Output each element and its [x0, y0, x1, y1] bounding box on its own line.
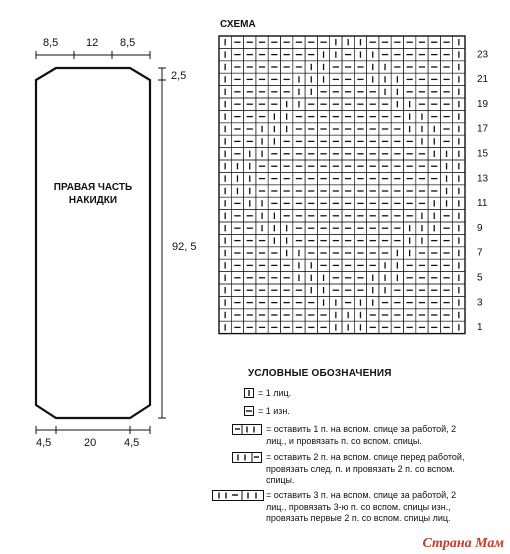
top-dimension-line: [36, 51, 150, 59]
chart-row-number: 1: [477, 322, 483, 334]
chart-row-numbers: [477, 49, 489, 333]
legend-cross-2-1-text: = оставить 2 п. на вспом. спице перед работой, провязать след. п. и провязать 2 п. со вспом. спицы.: [266, 452, 465, 485]
purl-symbol-icon: [244, 406, 254, 416]
chart-row-number: 19: [477, 98, 489, 110]
legend-title: УСЛОВНЫЕ ОБОЗНАЧЕНИЯ: [248, 368, 392, 379]
cross-2-1-front-symbol-icon: [232, 452, 262, 464]
chart-row-number: 7: [477, 247, 483, 259]
chart-row-number: 13: [477, 173, 489, 185]
chart-grid: [219, 36, 465, 334]
bottom-dim-left: 4,5: [36, 437, 52, 449]
chart-row-number: 3: [477, 297, 483, 309]
top-dim-right: 8,5: [120, 37, 136, 49]
legend-cross-1-2-text: = оставить 1 п. на вспом. спице за работой, 2 лиц., и провязать п. со вспом. спицы.: [266, 424, 457, 446]
chart-row-number: 9: [477, 222, 483, 234]
stitch-chart: [215, 0, 510, 350]
cross-3-2-symbol-icon: [212, 490, 264, 502]
bottom-dim-right: 4,5: [124, 437, 140, 449]
chart-row-number: 21: [477, 74, 489, 86]
legend-purl-text: = 1 изн.: [258, 406, 290, 416]
height-label: 92, 5: [172, 241, 197, 253]
knit-symbol-icon: [244, 388, 254, 398]
chart-row-number: 23: [477, 49, 489, 61]
chart-row-number: 5: [477, 272, 483, 284]
shoulder-drop-label: 2,5: [171, 70, 187, 82]
bottom-dim-middle: 20: [84, 437, 97, 449]
chart-row-number: 17: [477, 123, 489, 135]
legend-knit-text: = 1 лиц.: [258, 388, 292, 398]
right-dimension-line: [158, 68, 166, 418]
cross-1-2-back-symbol-icon: [232, 424, 262, 436]
legend-cross-3-2-text: = оставить 3 п. на вспом. спице за работой, 2 лиц., провязать 3-ю п. со вспом. спицы изн., провязать первые 2 п. со вспом. спицы лиц.: [266, 490, 457, 523]
chart-row-number: 15: [477, 148, 489, 160]
chart-title: СХЕМА: [220, 19, 256, 30]
piece-outline: [36, 68, 150, 418]
watermark-logo: Страна Мам: [422, 536, 504, 551]
chart-row-number: 11: [477, 198, 488, 210]
top-dim-left: 8,5: [43, 37, 59, 49]
top-dim-middle: 12: [86, 37, 99, 49]
piece-title-line1: ПРАВАЯ ЧАСТЬ: [53, 182, 133, 193]
piece-schematic: [0, 0, 210, 554]
legend: [208, 368, 508, 554]
piece-title-line2: НАКИДКИ: [68, 195, 118, 206]
bottom-dimension-line: [36, 426, 150, 434]
